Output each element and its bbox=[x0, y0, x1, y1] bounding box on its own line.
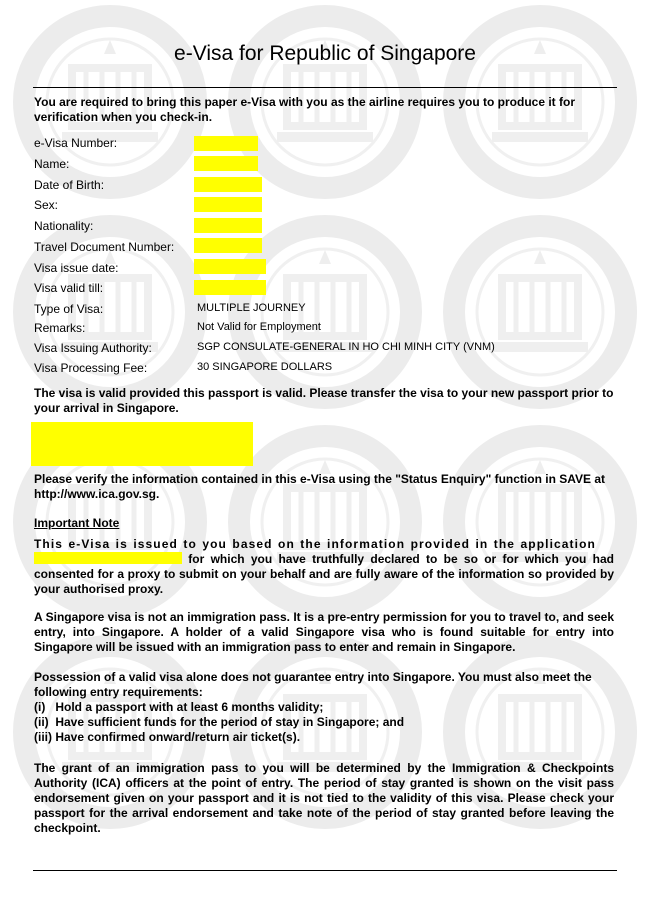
redacted-sex bbox=[194, 197, 262, 212]
redacted-date-of-birth bbox=[194, 177, 262, 192]
redacted-evisa-number bbox=[194, 136, 258, 151]
label-issuing-authority: Visa Issuing Authority: bbox=[34, 341, 152, 355]
value-issuing-authority: SGP CONSULATE-GENERAL IN HO CHI MINH CITY (VNM) bbox=[197, 341, 495, 353]
validity-note: The visa is valid provided this passport is valid. Please transfer the visa to your new passport prior to your arrival in Singapore. bbox=[34, 386, 614, 415]
value-remarks: Not Valid for Employment bbox=[197, 321, 321, 333]
requirement-item: (iii) Have confirmed onward/return air ticket(s). bbox=[34, 730, 301, 744]
value-processing-fee: 30 SINGAPORE DOLLARS bbox=[197, 361, 333, 373]
redacted-nationality bbox=[194, 218, 262, 233]
label-date-of-birth: Date of Birth: bbox=[34, 178, 105, 192]
label-name: Name: bbox=[34, 157, 70, 171]
top-divider bbox=[33, 87, 617, 88]
requirement-item: (i) Hold a passport with at least 6 months validity; bbox=[34, 700, 324, 714]
page-title: e-Visa for Republic of Singapore bbox=[174, 42, 476, 65]
label-nationality: Nationality: bbox=[34, 219, 94, 233]
bottom-divider bbox=[33, 870, 617, 871]
label-visa-issue-date: Visa issue date: bbox=[34, 261, 119, 275]
redacted-travel-document-number bbox=[194, 238, 262, 253]
redacted-name bbox=[194, 156, 258, 171]
redacted-block bbox=[31, 422, 253, 466]
label-evisa-number: e-Visa Number: bbox=[34, 136, 118, 150]
intro-note: You are required to bring this paper e-Visa with you as the airline requires you to produce it for verification when you check-in. bbox=[34, 95, 575, 124]
redacted-application-number bbox=[34, 552, 182, 564]
requirements-list bbox=[34, 700, 614, 745]
label-sex: Sex: bbox=[34, 198, 59, 212]
value-type-of-visa: MULTIPLE JOURNEY bbox=[197, 302, 306, 314]
verify-note: Please verify the information contained in this e-Visa using the "Status Enquiry" function in SAVE at http://www.ica.gov.sg. bbox=[34, 472, 606, 501]
important-paragraph-3: Possession of a valid visa alone does not guarantee entry into Singapore. You must also meet the following entry requirements: bbox=[34, 670, 592, 699]
redacted-visa-issue-date bbox=[194, 259, 266, 274]
requirement-item: (ii) Have sufficient funds for the period of stay in Singapore; and bbox=[34, 715, 405, 729]
important-paragraph-4: The grant of an immigration pass to you will be determined by the Immigration & Checkpoints Authority (ICA) officers at the point of entry. The period of stay granted is shown on the visit pass endorsement given on your passport and it is not tied to the validity of this visa. Please check your passport for the arrival endorsement and take note of the period of stay granted before leaving the checkpoint. bbox=[34, 761, 614, 835]
important-note-heading: Important Note bbox=[34, 516, 120, 530]
label-visa-valid-till: Visa valid till: bbox=[34, 281, 104, 295]
label-type-of-visa: Type of Visa: bbox=[34, 302, 104, 316]
label-travel-document-number: Travel Document Number: bbox=[34, 240, 175, 254]
important-p1-rest: for which you have truthfully declared to be so or for which you had consented for a proxy to submit on your behalf and are fully aware of the information so provided by your authorised proxy. bbox=[34, 552, 615, 596]
label-processing-fee: Visa Processing Fee: bbox=[34, 361, 148, 375]
important-paragraph-2: A Singapore visa is not an immigration pass. It is a pre-entry permission for you to travel to, and seek entry, into Singapore. A holder of a valid Singapore visa who is found suitable for entry into Singapore will be issued with an immigration pass to enter and remain in Singapore. bbox=[34, 610, 614, 654]
important-paragraph-1 bbox=[34, 537, 614, 597]
important-p1-line1: This e-Visa is issued to you based on the information provided in the application bbox=[34, 537, 596, 551]
redacted-visa-valid-till bbox=[194, 280, 266, 295]
label-remarks: Remarks: bbox=[34, 321, 86, 335]
